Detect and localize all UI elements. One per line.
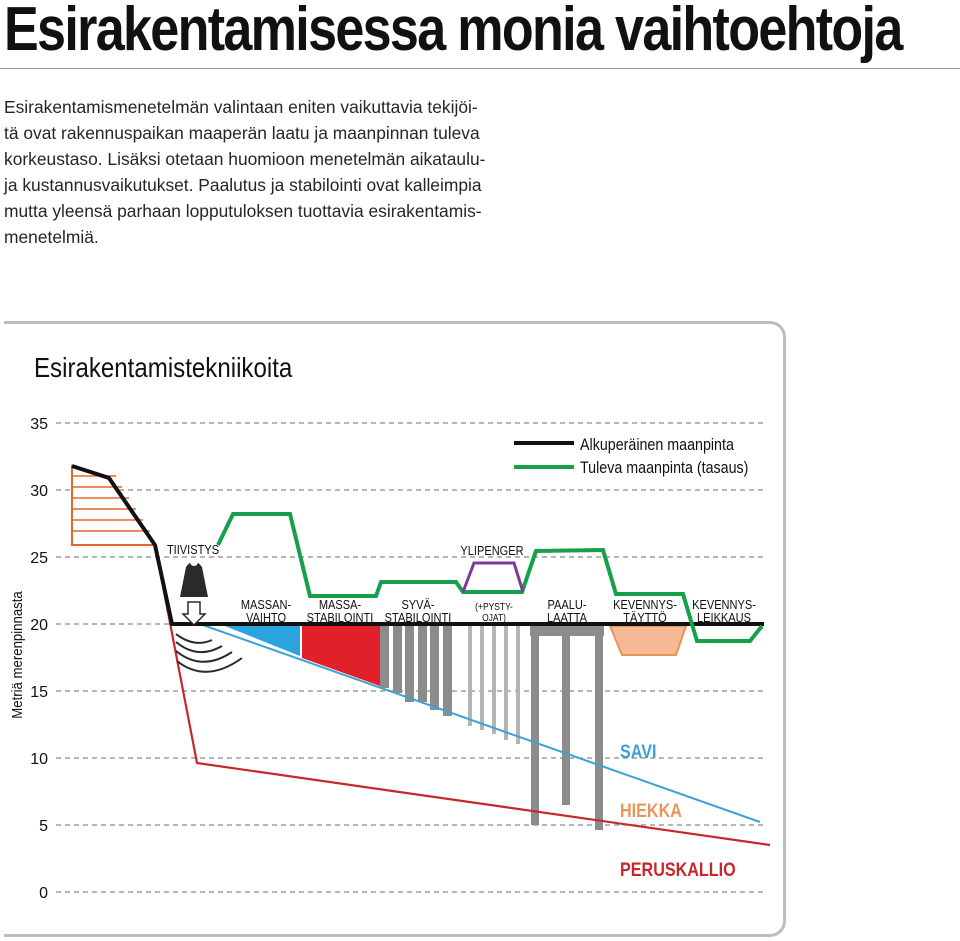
method-labels	[167, 542, 756, 625]
stabilisation-column	[405, 626, 414, 702]
pile	[562, 626, 570, 805]
svg-text:SYVÄ-: SYVÄ-	[401, 597, 435, 613]
deep-stabilisation-columns	[380, 626, 452, 716]
legend	[514, 436, 748, 477]
vertical-drain	[492, 626, 496, 734]
soil-label-bedrock: PERUSKALLIO	[620, 858, 736, 881]
svg-text:OJAT): OJAT)	[482, 612, 506, 624]
slope-excavation	[72, 466, 155, 545]
intro-line: korkeustaso. Lisäksi otetaan huomioon menetelmän aikataulu-	[4, 149, 486, 169]
svg-text:LEIKKAUS: LEIKKAUS	[697, 610, 751, 626]
pile-slab	[530, 626, 604, 830]
y-tick-label: 20	[30, 617, 48, 634]
vertical-drains	[468, 626, 520, 744]
method-label	[613, 597, 677, 625]
intro-line: mutta yleensä parhaan lopputuloksen tuottavia esirakentamis-	[4, 201, 482, 221]
method-label	[241, 597, 291, 625]
vertical-drain	[516, 626, 520, 744]
svg-text:(+PYSTY-: (+PYSTY-	[475, 601, 513, 613]
stabilisation-column	[430, 626, 439, 710]
soil-labels	[620, 741, 736, 881]
stabilisation-column	[418, 626, 427, 702]
headline: Esirakentamisessa monia vaihtoehtoja	[4, 0, 902, 64]
intro-line: ja kustannusvaikutukset. Paalutus ja stabilointi ovat kalleimpia	[4, 175, 482, 195]
surcharge-outline	[463, 563, 523, 592]
y-ticks	[30, 416, 48, 902]
method-label	[692, 597, 756, 625]
intro-line: menetelmiä.	[4, 227, 99, 247]
method-label: YLIPENGER	[460, 543, 524, 559]
y-tick-label: 35	[30, 416, 48, 433]
svg-text:TÄYTTÖ: TÄYTTÖ	[623, 610, 667, 626]
method-label	[385, 597, 452, 625]
pile	[531, 626, 539, 825]
mass-stabilisation-area	[302, 626, 380, 686]
pile	[595, 626, 603, 830]
svg-text:MASSAN-: MASSAN-	[240, 597, 292, 613]
y-tick-label: 0	[39, 885, 48, 902]
y-tick-label: 10	[30, 751, 48, 768]
vertical-drain	[468, 626, 472, 726]
intro-line: Esirakentamismenetelmän valintaan eniten vaikuttavia tekijöi-	[4, 97, 478, 117]
svg-text:STABILOINTI: STABILOINTI	[306, 610, 374, 626]
stabilisation-column	[380, 626, 389, 688]
y-tick-label: 30	[30, 483, 48, 500]
method-label	[547, 597, 588, 625]
soil-label-clay: SAVI	[620, 740, 657, 763]
svg-text:PAALU-: PAALU-	[547, 597, 587, 613]
svg-text:KEVENNYS-: KEVENNYS-	[692, 597, 756, 613]
mass-replacement-area	[225, 626, 300, 656]
method-label	[475, 601, 513, 623]
svg-text:MASSA-: MASSA-	[318, 597, 362, 613]
method-label	[307, 597, 374, 625]
intro-line: tä ovat rakennuspaikan maaperän laatu ja maanpinnan tuleva	[4, 123, 480, 143]
y-tick-label: 25	[30, 550, 48, 567]
compaction-group	[176, 558, 242, 672]
diagram-title: Esirakentamistekniikoita	[34, 352, 293, 383]
svg-text:KEVENNYS-: KEVENNYS-	[613, 597, 677, 613]
y-tick-label: 15	[30, 684, 48, 701]
method-label: TIIVISTYS	[166, 542, 220, 558]
vertical-drain	[504, 626, 508, 740]
y-tick-label: 5	[39, 818, 48, 835]
slope-excavation-fill	[72, 466, 155, 545]
y-axis-label: Metriä merenpinnasta	[8, 591, 26, 719]
legend-label: Tuleva maanpinta (tasaus)	[580, 458, 749, 478]
legend-label: Alkuperäinen maanpinta	[580, 435, 734, 455]
svg-text:VAIHTO: VAIHTO	[245, 610, 287, 626]
stabilisation-column	[393, 626, 402, 693]
weight-icon	[180, 562, 208, 598]
vertical-drain	[480, 626, 484, 730]
down-arrow-icon	[183, 602, 205, 625]
stabilisation-column	[443, 626, 452, 716]
svg-text:LAATTA: LAATTA	[546, 610, 588, 626]
soil-label-sand: HIEKKA	[620, 799, 682, 822]
lightweight-fill-area	[610, 626, 686, 655]
svg-text:STABILOINTI: STABILOINTI	[384, 610, 452, 626]
weight-icon-ring	[190, 558, 198, 566]
